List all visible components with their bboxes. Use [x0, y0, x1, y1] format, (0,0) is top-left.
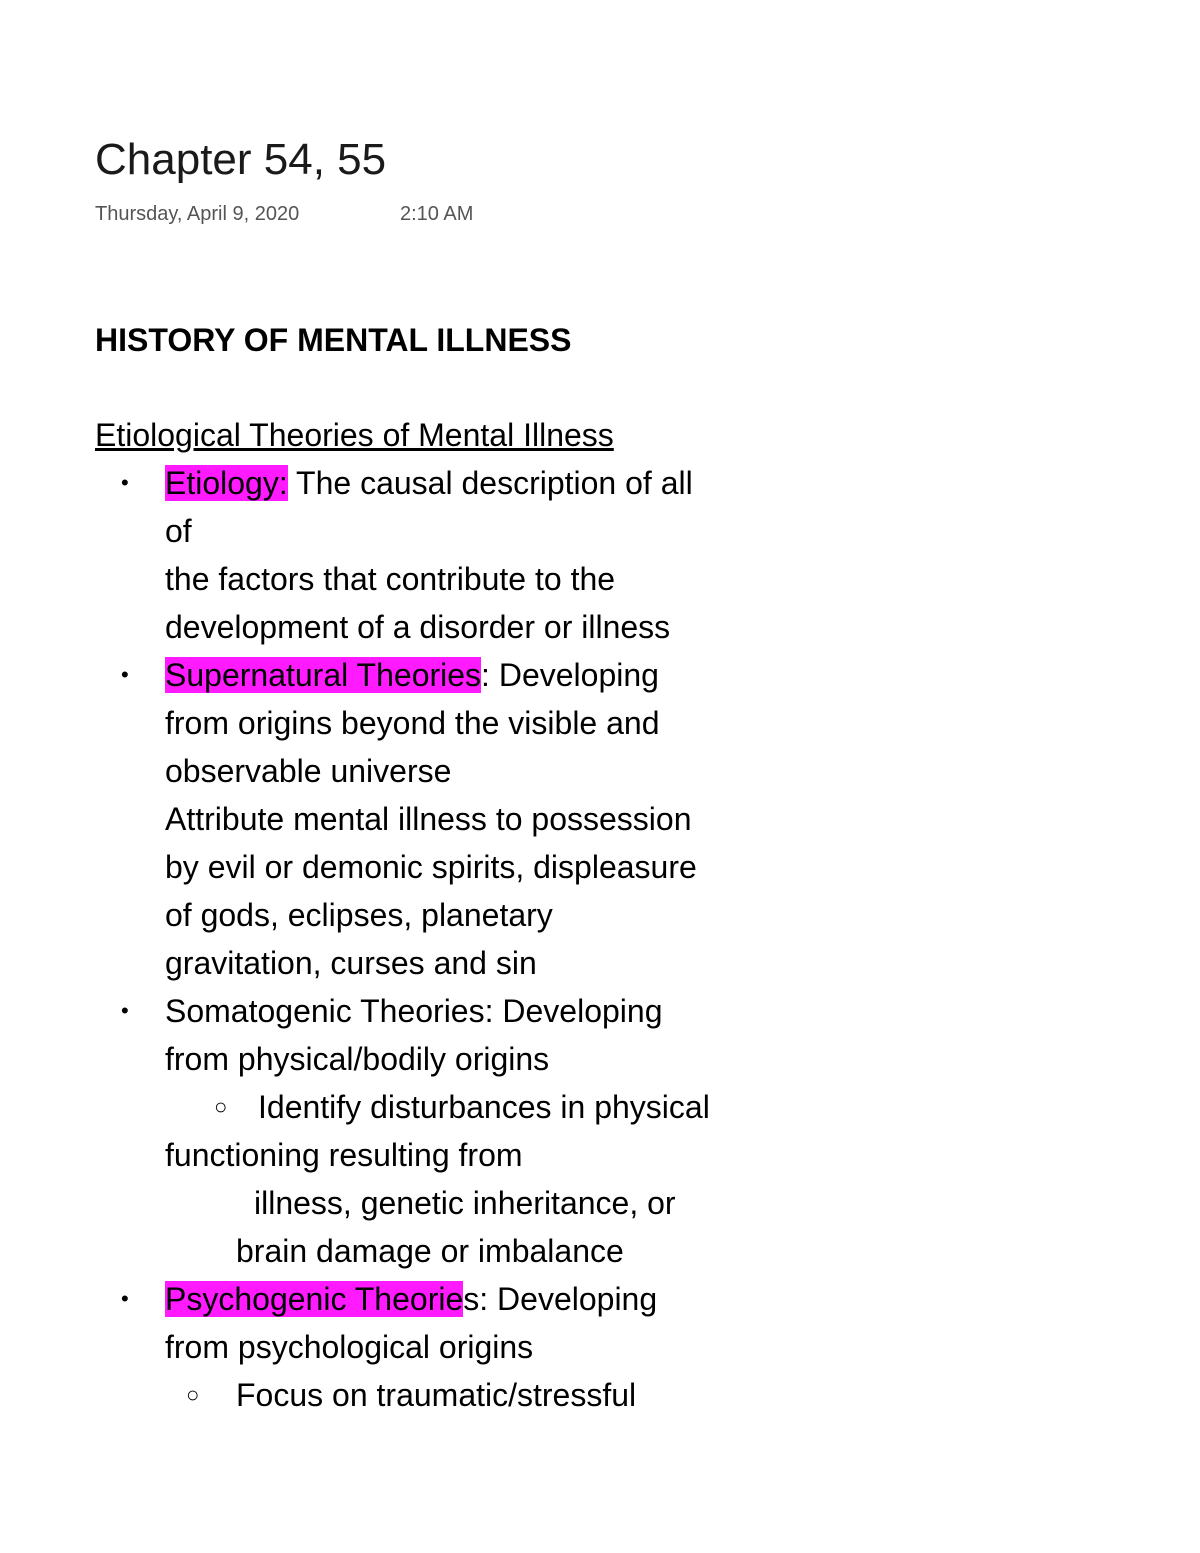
item-text: The causal description of all — [287, 465, 693, 501]
sub-item-text: Focus on traumatic/stressful — [236, 1377, 637, 1413]
sub-bullet-marker: ○ — [214, 1094, 228, 1119]
item-text-line: observable universe — [165, 753, 452, 789]
item-text-line: of gods, eclipses, planetary — [165, 897, 553, 933]
item-text-line: development of a disorder or illness — [165, 609, 671, 645]
list-item-somatogenic: Somatogenic Theories: Developing — [165, 993, 663, 1029]
sub-item-text: Identify disturbances in physical — [258, 1089, 710, 1125]
item-text-line: gravitation, curses and sin — [165, 945, 537, 981]
item-text-line: brain damage or imbalance — [236, 1233, 624, 1269]
list-item-supernatural — [165, 652, 659, 698]
section-heading: HISTORY OF MENTAL ILLNESS — [95, 322, 572, 358]
section-subheading: Etiological Theories of Mental Illness — [95, 417, 614, 453]
item-text-line: by evil or demonic spirits, displeasure — [165, 849, 697, 885]
highlighted-term: Psychogenic Theorie — [165, 1281, 464, 1317]
item-text: s: Developing — [463, 1281, 658, 1317]
bullet-marker: • — [121, 470, 129, 495]
item-text-line: from origins beyond the visible and — [165, 705, 660, 741]
list-item-etiology — [165, 460, 693, 506]
item-text-line: Attribute mental illness to possession — [165, 801, 692, 837]
item-text-line: functioning resulting from — [165, 1137, 523, 1173]
item-text-line: from psychological origins — [165, 1329, 534, 1365]
item-text-line: the factors that contribute to the — [165, 561, 616, 597]
list-item-psychogenic — [165, 1276, 657, 1322]
page-date: Thursday, April 9, 2020 — [95, 203, 300, 225]
item-text-line: of — [165, 513, 192, 549]
item-text: : Developing — [481, 657, 659, 693]
bullet-marker: • — [121, 1286, 129, 1311]
bullet-marker: • — [121, 662, 129, 687]
page-title: Chapter 54, 55 — [95, 135, 387, 184]
bullet-marker: • — [121, 998, 129, 1023]
page-time: 2:10 AM — [400, 203, 474, 225]
sub-bullet-marker: ○ — [186, 1382, 200, 1407]
item-text-line: illness, genetic inheritance, or — [254, 1185, 676, 1221]
item-text-line: from physical/bodily origins — [165, 1041, 550, 1077]
highlighted-term: Supernatural Theories — [165, 657, 482, 693]
highlighted-term: Etiology: — [165, 465, 288, 501]
